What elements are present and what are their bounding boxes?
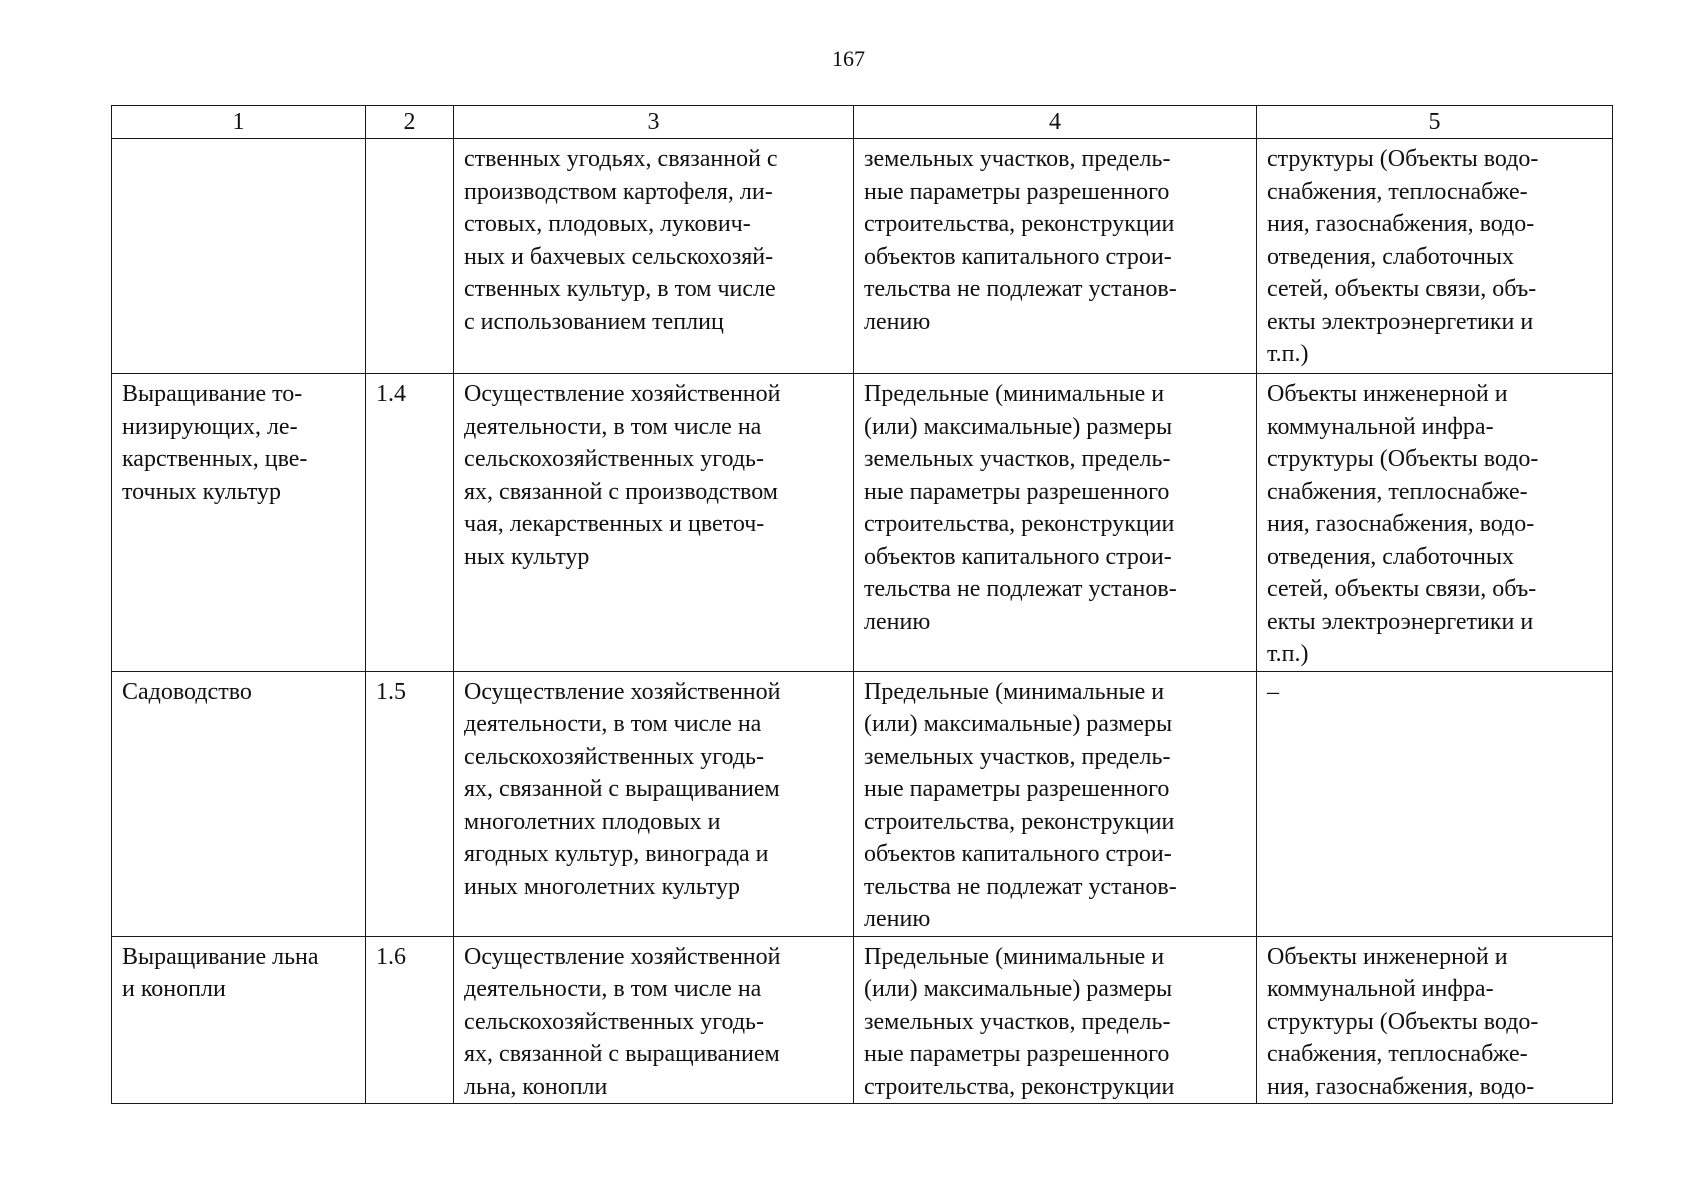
cell-use-description: Осуществление хозяйственной деятельности, в том числе на сельскохозяйственных угодь- ях, связанной с производством чая, лекарственных и цветоч- ных культур	[454, 374, 854, 672]
cell-auxiliary-uses: структуры (Объекты водо- снабжения, теплоснабже- ния, газоснабжения, водо- отведения, слаботочных сетей, объекты связи, объ- екты электроэнергетики и т.п.)	[1257, 139, 1613, 374]
table-row-continuation	[112, 139, 1613, 374]
column-header-2: 2	[366, 106, 454, 139]
cell-use-name: Выращивание льна и конопли	[112, 936, 366, 1104]
cell-use-code	[366, 139, 454, 374]
cell-auxiliary-uses: –	[1257, 671, 1613, 936]
column-header-1: 1	[112, 106, 366, 139]
cell-use-name: Выращивание то- низирующих, ле- карственных, цве- точных культур	[112, 374, 366, 672]
cell-use-code: 1.6	[366, 936, 454, 1104]
cell-use-description: Осуществление хозяйственной деятельности, в том числе на сельскохозяйственных угодь- ях, связанной с выращиванием многолетних плодовых и ягодных культур, винограда и иных многолетних культур	[454, 671, 854, 936]
table-row-1-6	[112, 936, 1613, 1104]
cell-use-parameters: земельных участков, предель- ные параметры разрешенного строительства, реконструкции объектов капитального строи- тельства не подлежат установ- лению	[854, 139, 1257, 374]
cell-use-name	[112, 139, 366, 374]
cell-use-parameters: Предельные (минимальные и (или) максимальные) размеры земельных участков, предель- ные параметры разрешенного строительства, реконструкции	[854, 936, 1257, 1104]
cell-use-code: 1.5	[366, 671, 454, 936]
table-row-1-5	[112, 671, 1613, 936]
cell-use-description: Осуществление хозяйственной деятельности, в том числе на сельскохозяйственных угодь- ях, связанной с выращиванием льна, конопли	[454, 936, 854, 1104]
header-row	[112, 106, 1613, 139]
column-header-3: 3	[454, 106, 854, 139]
page-number: 167	[832, 46, 865, 71]
column-header-4: 4	[854, 106, 1257, 139]
cell-use-parameters: Предельные (минимальные и (или) максимальные) размеры земельных участков, предель- ные параметры разрешенного строительства, реконструкции объектов капитального строи- тельства не подлежат установ- лению	[854, 671, 1257, 936]
cell-use-parameters: Предельные (минимальные и (или) максимальные) размеры земельных участков, предель- ные параметры разрешенного строительства, реконструкции объектов капитального строи- тельства не подлежат установ- лению	[854, 374, 1257, 672]
cell-auxiliary-uses: Объекты инженерной и коммунальной инфра- структуры (Объекты водо- снабжения, теплоснабже- ния, газоснабжения, водо-	[1257, 936, 1613, 1104]
cell-auxiliary-uses: Объекты инженерной и коммунальной инфра- структуры (Объекты водо- снабжения, теплоснабже- ния, газоснабжения, водо- отведения, слаботочных сетей, объекты связи, объ- екты электроэнергетики и т.п.)	[1257, 374, 1613, 672]
land-use-table	[111, 105, 1613, 1104]
cell-use-description: ственных угодьях, связанной с производством картофеля, ли- стовых, плодовых, лукович- ных и бахчевых сельскохозяй- ственных культур, в том числе с использованием теплиц	[454, 139, 854, 374]
cell-use-name: Садоводство	[112, 671, 366, 936]
table-row-1-4	[112, 374, 1613, 672]
cell-use-code: 1.4	[366, 374, 454, 672]
column-header-5: 5	[1257, 106, 1613, 139]
